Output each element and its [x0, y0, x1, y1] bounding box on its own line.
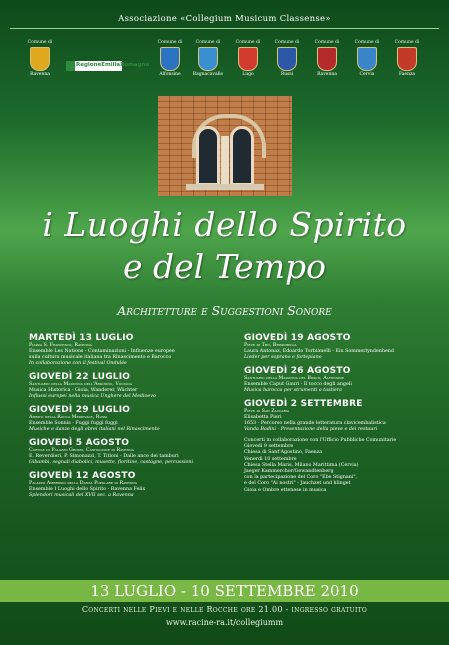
event-performers: sulla cultura musicale italiana tra Rinascimento e Barocco: [29, 355, 172, 360]
note-line: Jaeger Kammerchor/Gewandtenberg: [244, 469, 334, 475]
crest-name: Bagnacavallo: [192, 72, 224, 77]
region-logo: [66, 61, 150, 71]
event-venue: Cortile di Palazzo Grossi, Castiglione di Ravenna: [29, 448, 134, 453]
event-venue: Ambito della Rocca Medievale, Russi: [29, 415, 108, 420]
crest-caption: Comune di: [235, 40, 261, 45]
header-divider: [10, 28, 439, 29]
title-line-2: e del Tempo: [123, 247, 326, 286]
crest-3: [226, 40, 270, 90]
crest-name: Ravenna: [317, 72, 337, 77]
event-venue: Pieve di San Zaccaria: [244, 409, 290, 414]
crest-caption: Comune di: [27, 40, 53, 45]
title-line-1: i Luoghi dello Spirito: [42, 205, 407, 244]
crest-caption: Comune di: [157, 40, 183, 45]
note-line: Giovedì 9 settembre: [244, 444, 294, 450]
event-description: Vanda Badini - Presentazione della pieve e dei restauri: [244, 427, 378, 432]
note-line: e del Coro "Ai nostri" - Jauchzet und klinget: [244, 481, 351, 487]
event-description: In collaborazione con il festival Ondulée: [29, 361, 127, 366]
event-date: GIOVEDÌ 5 AGOSTO: [29, 438, 130, 448]
program-left-column: [29, 333, 229, 504]
event-entry: [29, 405, 229, 433]
note-line: Chiesa Stella Maris, Milano Marittima (Cervia): [244, 462, 359, 468]
crest-caption: Comune di: [314, 40, 340, 45]
event-description: Musiche e danze degli ebrei italiani nel Rinascimento: [29, 427, 160, 432]
crest-icon: [317, 47, 337, 71]
event-date: GIOVEDÌ 26 AGOSTO: [244, 366, 351, 376]
event-performers: Ensemble Les Nations - Contaminazioni - Influenze europee: [29, 349, 175, 354]
crest-7: [385, 40, 429, 90]
event-description: Musica barocca per strumenti a tastiera: [244, 388, 342, 393]
event-venue: Piazza S. Francesco, Ravenna: [29, 343, 92, 348]
dates-band: [0, 580, 449, 602]
event-date: GIOVEDÌ 19 AGOSTO: [244, 333, 351, 343]
event-performers: Ensemble Caput Gauri - Il tocco degli angeli: [244, 382, 352, 387]
crest-name: Russi: [280, 72, 294, 77]
window-left: [196, 126, 220, 186]
event-description: Lieder per soprano e fortepiano: [244, 355, 322, 360]
church-window-photo: [158, 96, 292, 196]
event-entry: [244, 399, 432, 433]
crest-icon: [357, 47, 377, 71]
event-date: GIOVEDÌ 29 LUGLIO: [29, 405, 131, 415]
crest-name: Lugo: [242, 72, 254, 77]
subtitle: Architetture e Suggestioni Sonore: [117, 303, 332, 318]
crest-caption: Comune di: [354, 40, 380, 45]
note-line: Concerti in collaborazione con l'Ufficio Pubbliche Comunitarie: [244, 438, 397, 443]
program: [29, 333, 429, 573]
crest-caption: Comune di: [195, 40, 221, 45]
event-venue: Santuario della Madonna del Bosco, Alfonsine: [244, 376, 344, 381]
crest-0: [18, 40, 62, 90]
event-entry: [29, 438, 229, 466]
event-description: Splendori musicali del XVII sec. a Ravenna: [29, 493, 134, 498]
crest-name: Cervia: [359, 72, 375, 77]
festival-dates: 13 LUGLIO - 10 SETTEMBRE 2010: [90, 582, 359, 600]
crest-name: Alfonsine: [159, 72, 181, 77]
crest-4: [265, 40, 309, 90]
crest-icon: [30, 47, 50, 71]
window-sill: [186, 184, 264, 190]
crest-icon: [160, 47, 180, 71]
note-line: Venerdì 10 settembre: [244, 456, 297, 462]
crest-icon: [238, 47, 258, 71]
event-entry: [29, 333, 229, 367]
note-line: Chiesa di Sant'Agostino, Faenza: [244, 450, 323, 456]
crest-icon: [198, 47, 218, 71]
crest-name: Faenza: [398, 72, 416, 77]
association-name: Associazione «Collegium Musicum Classense»: [118, 14, 331, 24]
event-entry: [29, 372, 229, 400]
event-performers: Elisabetta Pieri: [244, 415, 282, 420]
event-performers: Ensemble I Luoghi dello Spirito - Ravenna Felix: [29, 487, 146, 492]
event-performers: E. Reverdieri, P. Simonazzi, T. Titloni - Dalle ance dei tamburi: [29, 454, 179, 459]
crest-caption: Comune di: [274, 40, 300, 45]
note-line: con la partecipazione del Coro "Ebe Stignani",: [244, 475, 358, 481]
crest-icon: [277, 47, 297, 71]
region-label: RegioneEmiliaRomagna: [76, 62, 150, 68]
event-performers: Laura Antonaz, Edoardo Torbianelli - Ein Sommerlyndenhend: [244, 349, 394, 354]
extra-concerts-note: [244, 438, 432, 494]
event-venue: Santuario della Madonna dell'Arginino, Voltana: [29, 382, 132, 387]
event-venue: Palazzo Ambrosio della Danza Popolare di Ravenna: [29, 481, 137, 486]
event-performers: 1653 - Percorso nella grande letteratura clavicembalistica: [244, 421, 386, 426]
crest-2: [186, 40, 230, 90]
event-description: Gibambi, segnali diabolici, musette, fioritine, castagne, percussioni: [29, 460, 194, 465]
crest-name: Ravenna: [30, 72, 50, 77]
event-date: MARTEDÌ 13 LUGLIO: [29, 333, 134, 343]
event-performers: Musica Historica - Gioia, Wanderer, Wächter: [29, 388, 138, 393]
note-line: Gioia e Ombre ettenese in musica: [244, 487, 327, 493]
concert-info: Concerti nelle Pievi e nelle Rocche ore 21.00 - ingresso gratuito: [81, 605, 368, 614]
crest-caption: Comune di: [394, 40, 420, 45]
event-date: GIOVEDÌ 2 SETTEMBRE: [244, 399, 363, 409]
region-flag-icon: [66, 61, 75, 71]
event-date: GIOVEDÌ 12 AGOSTO: [29, 471, 136, 481]
event-entry: [29, 471, 229, 499]
website-link[interactable]: www.racine-ra.it/collegiumm: [165, 618, 284, 627]
event-performers: Ensemble Sonnis - Fuggi fuggi fuggi: [29, 421, 118, 426]
event-entry: [244, 333, 432, 361]
window-column: [221, 136, 229, 188]
window-right: [230, 126, 254, 186]
crest-6: [345, 40, 389, 90]
event-date: GIOVEDÌ 22 LUGLIO: [29, 372, 131, 382]
program-right-column: [244, 333, 432, 494]
crest-icon: [397, 47, 417, 71]
event-description: Influssi europei nella musica Unghere del Medioevo: [29, 394, 156, 399]
event-entry: [244, 366, 432, 394]
crest-5: [305, 40, 349, 90]
event-venue: Pieve di Tho, Brisighella: [244, 343, 297, 348]
